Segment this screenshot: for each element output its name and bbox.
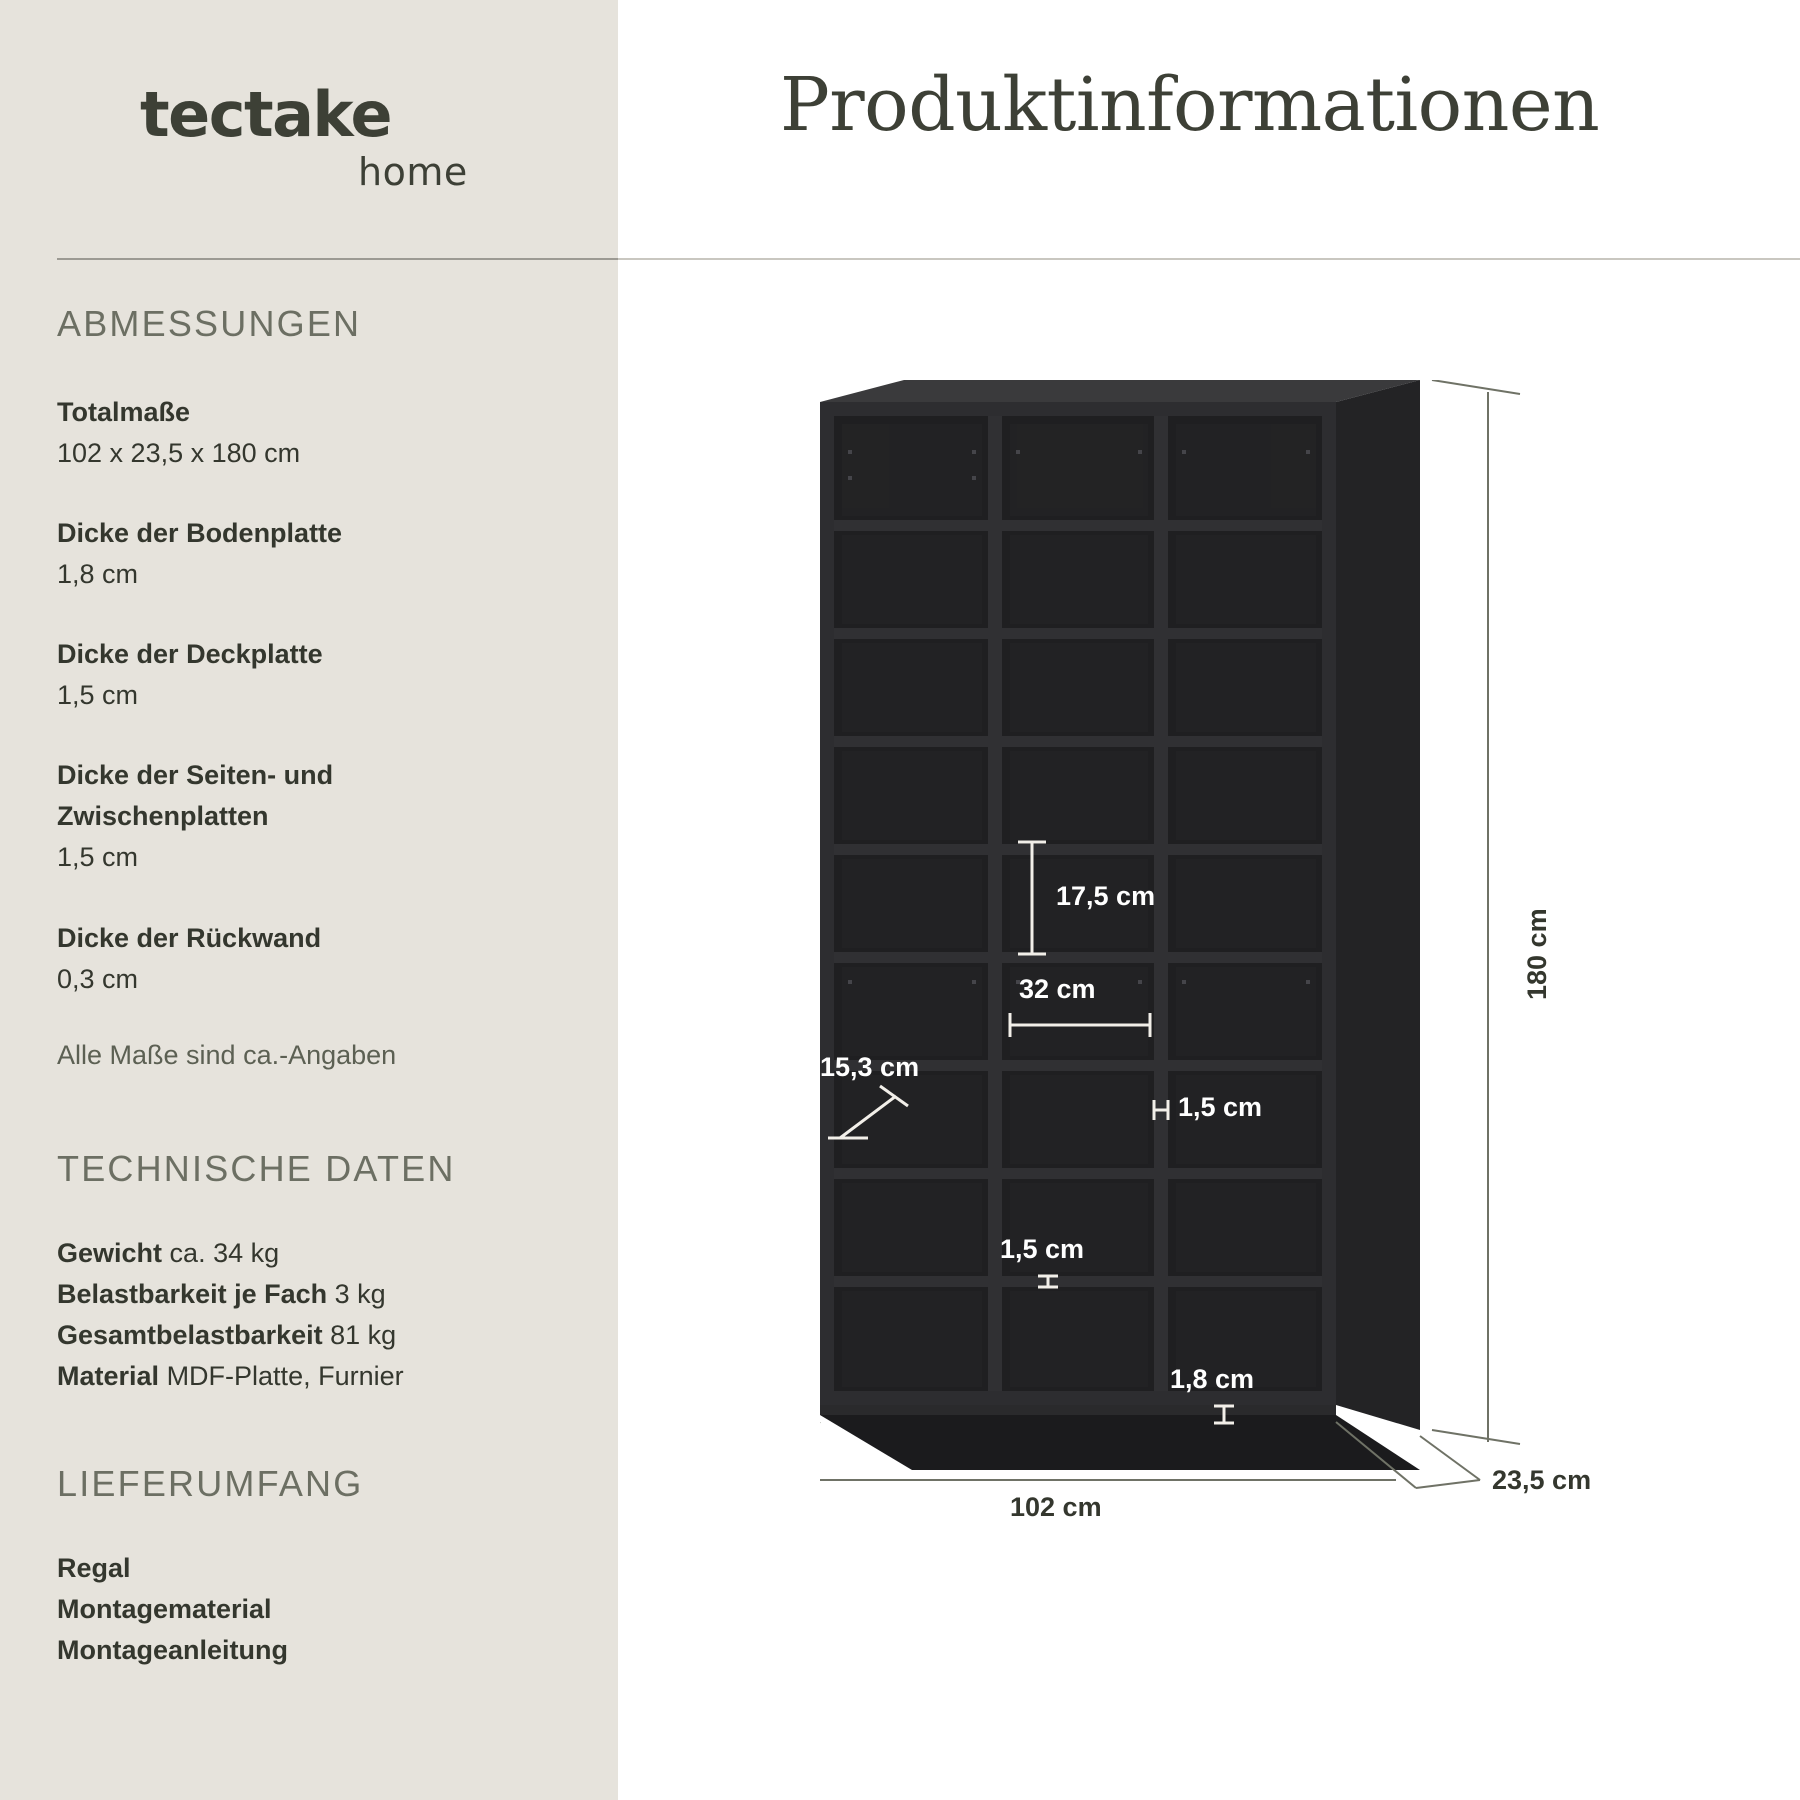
dimension-item-side-panel — [57, 755, 487, 878]
dimension-note: Alle Maße sind ca.-Angaben — [57, 1040, 397, 1070]
technical-row — [57, 1356, 404, 1397]
dimension-label-diagonal: 15,3 cm — [820, 1052, 920, 1082]
section-title-dimensions: ABMESSUNGEN — [57, 303, 362, 344]
dimension-label: Dicke der Rückwand — [57, 923, 322, 953]
dimension-item-top-panel — [57, 634, 323, 716]
technical-label: Belastbarkeit je Fach — [57, 1279, 328, 1309]
dimension-label-shelf-height: 17,5 cm — [1056, 881, 1156, 911]
dimension-value: 0,3 cm — [57, 964, 139, 994]
dimension-label: Dicke der Bodenplatte — [57, 518, 343, 548]
technical-value: ca. 34 kg — [169, 1238, 280, 1268]
technical-value: MDF-Platte, Furnier — [166, 1361, 404, 1391]
technical-row — [57, 1274, 386, 1315]
dimension-item-total — [57, 392, 300, 474]
scope-item — [57, 1548, 131, 1589]
scope-item — [57, 1630, 288, 1671]
sidebar — [0, 0, 618, 1800]
dimension-label-compartment-width: 32 cm — [1019, 974, 1096, 1004]
technical-label: Gewicht — [57, 1238, 163, 1268]
section-title-technical: TECHNISCHE DATEN — [57, 1148, 456, 1189]
dimension-item-back-panel — [57, 918, 321, 1000]
dimension-label-shelf-thickness: 1,5 cm — [1000, 1234, 1085, 1264]
scope-item-label: Montagematerial — [57, 1594, 272, 1624]
technical-value: 81 kg — [330, 1320, 397, 1350]
scope-item — [57, 1589, 272, 1630]
dimension-label: Dicke der Deckplatte — [57, 639, 323, 669]
dimension-label-panel-thickness: 1,5 cm — [1178, 1092, 1263, 1122]
technical-value: 3 kg — [334, 1279, 386, 1309]
product-illustration — [820, 380, 1600, 1560]
technical-row — [57, 1315, 396, 1356]
scope-item-label: Montageanleitung — [57, 1635, 288, 1665]
dimension-label-base-thickness: 1,8 cm — [1170, 1364, 1255, 1394]
dimension-label: Totalmaße — [57, 397, 191, 427]
scope-item-label: Regal — [57, 1553, 131, 1583]
dimension-label-width-total: 102 cm — [1010, 1492, 1102, 1522]
dimension-value: 1,8 cm — [57, 559, 139, 589]
brand-subtitle: home — [358, 150, 468, 194]
technical-label: Gesamtbelastbarkeit — [57, 1320, 323, 1350]
dimension-value: 102 x 23,5 x 180 cm — [57, 438, 301, 468]
technical-label: Material — [57, 1361, 160, 1391]
brand-wordmark: tectake — [140, 78, 392, 151]
dimension-value: 1,5 cm — [57, 680, 139, 710]
brand-logo — [0, 0, 618, 260]
header-divider — [618, 258, 1800, 260]
sidebar-divider — [57, 258, 618, 260]
dimension-item-bottom-panel — [57, 513, 342, 595]
section-title-scope: LIEFERUMFANG — [57, 1463, 364, 1504]
dimension-label-height-total: 180 cm — [1522, 908, 1552, 1000]
dimension-label-depth-total: 23,5 cm — [1492, 1465, 1592, 1495]
dimension-label: Dicke der Seiten- und Zwischenplatten — [57, 760, 334, 831]
dimension-value: 1,5 cm — [57, 842, 139, 872]
page-title: Produktinformationen — [780, 62, 1600, 148]
technical-row — [57, 1233, 279, 1274]
